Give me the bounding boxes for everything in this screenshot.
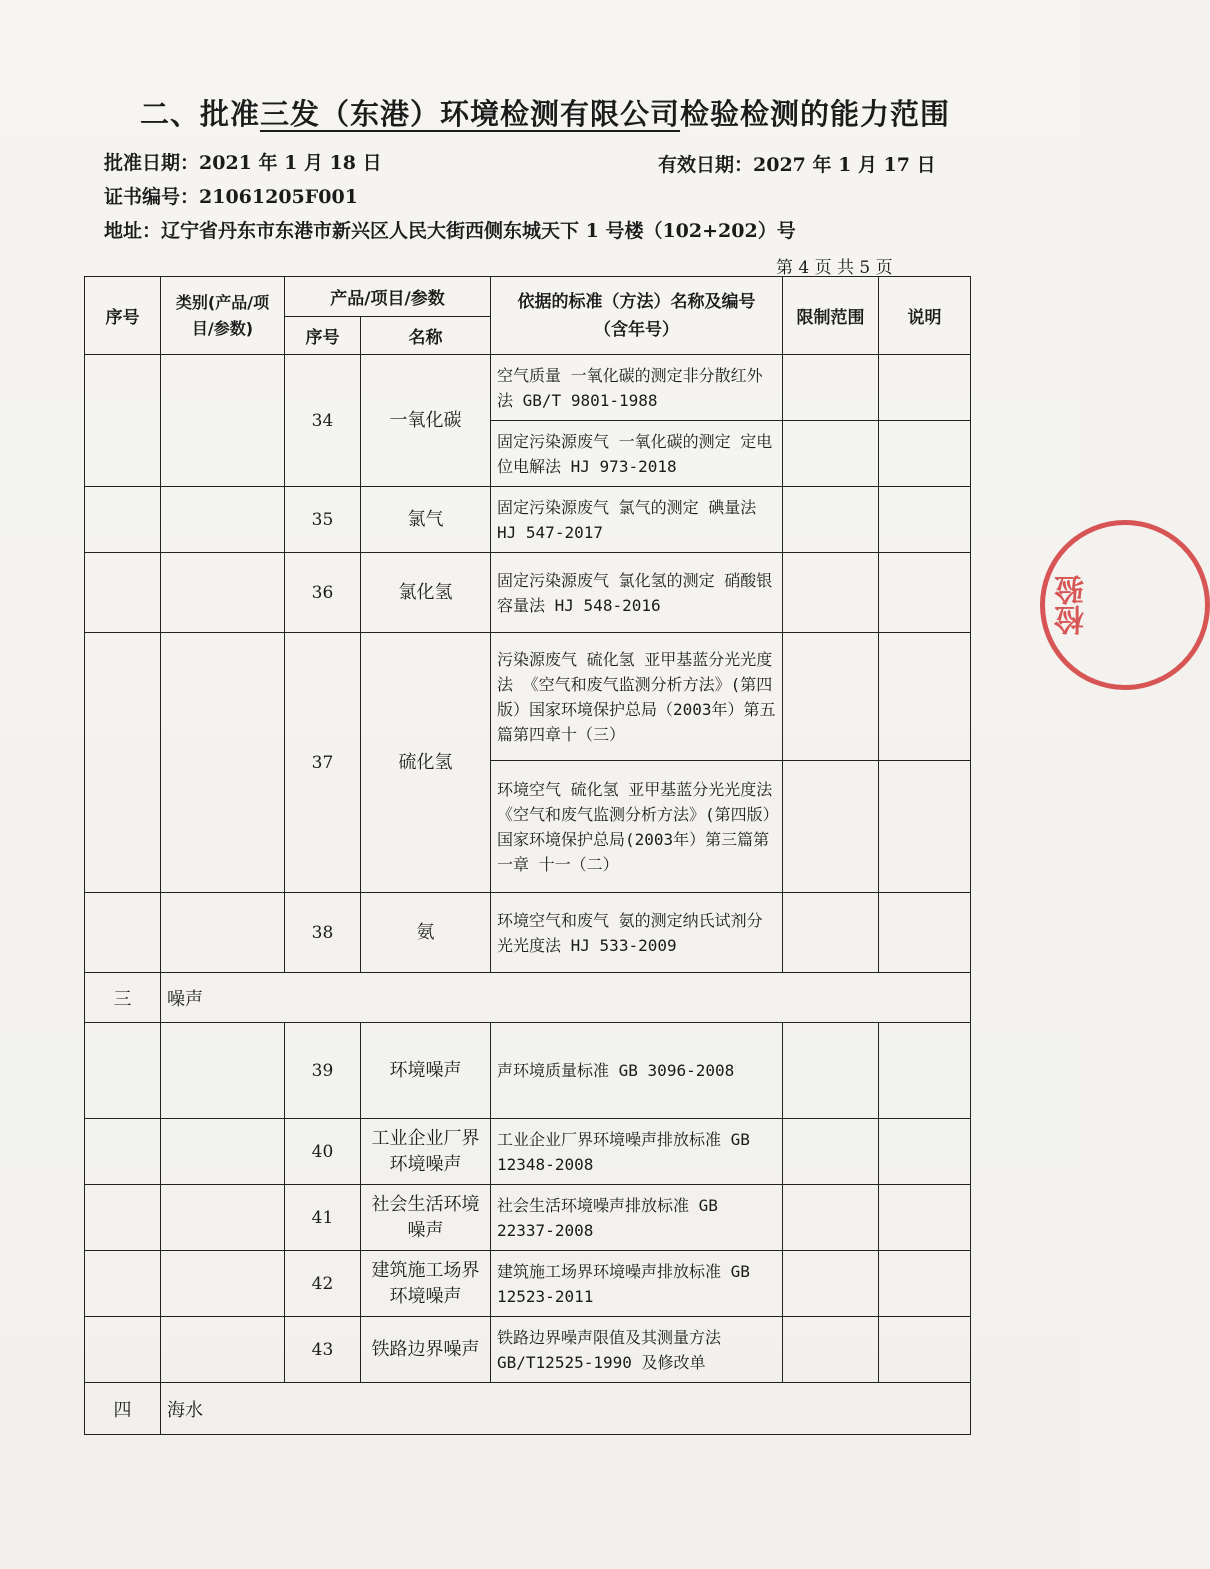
item-name: 铁路边界噪声 <box>361 1317 491 1383</box>
standard-text: 固定污染源废气 一氧化碳的测定 定电位电解法 HJ 973-2018 <box>491 421 783 487</box>
section-name: 海水 <box>161 1383 971 1435</box>
item-name: 工业企业厂界环境噪声 <box>361 1119 491 1185</box>
table-row <box>85 1119 971 1185</box>
standard-text: 铁路边界噪声限值及其测量方法 GB/T12525-1990 及修改单 <box>491 1317 783 1383</box>
standard-text: 固定污染源废气 氯气的测定 碘量法 HJ 547-2017 <box>491 487 783 553</box>
table-row <box>85 1185 971 1251</box>
header-seq: 序号 <box>85 277 161 355</box>
item-name: 氯化氢 <box>361 553 491 633</box>
item-name: 氯气 <box>361 487 491 553</box>
table-row <box>85 1251 971 1317</box>
standard-text: 环境空气和废气 氨的测定纳氏试剂分光光度法 HJ 533-2009 <box>491 893 783 973</box>
standard-text: 污染源废气 硫化氢 亚甲基蓝分光光度法 《空气和废气监测分析方法》(第四版）国家环境保护总局（2003年）第五篇第四章十（三） <box>491 633 783 761</box>
header-sub-name: 名称 <box>361 317 491 355</box>
table-row <box>85 893 971 973</box>
header-note: 说明 <box>879 277 971 355</box>
header-sub-seq: 序号 <box>285 317 361 355</box>
item-no: 40 <box>285 1119 361 1185</box>
standard-text: 工业企业厂界环境噪声排放标准 GB 12348-2008 <box>491 1119 783 1185</box>
item-no: 39 <box>285 1023 361 1119</box>
item-name: 环境噪声 <box>361 1023 491 1119</box>
item-name: 社会生活环境噪声 <box>361 1185 491 1251</box>
item-no: 42 <box>285 1251 361 1317</box>
item-no: 35 <box>285 487 361 553</box>
address: 地址：辽宁省丹东市东港市新兴区人民大街西侧东城天下 1 号楼（102+202）号 <box>104 220 796 242</box>
title-suffix: 检验检测的能力范围 <box>680 97 951 131</box>
standard-text: 建筑施工场界环境噪声排放标准 GB 12523-2011 <box>491 1251 783 1317</box>
header-limit: 限制范围 <box>783 277 879 355</box>
standard-text: 社会生活环境噪声排放标准 GB 22337-2008 <box>491 1185 783 1251</box>
header-standard: 依据的标准（方法）名称及编号（含年号） <box>491 277 783 355</box>
table-row <box>85 355 971 421</box>
red-seal-stamp <box>1040 520 1210 690</box>
standard-text: 固定污染源废气 氯化氢的测定 硝酸银容量法 HJ 548-2016 <box>491 553 783 633</box>
section-no: 三 <box>85 973 161 1023</box>
standard-text: 声环境质量标准 GB 3096-2008 <box>491 1023 783 1119</box>
table-row <box>85 633 971 761</box>
standard-text: 空气质量 一氧化碳的测定非分散红外法 GB/T 9801-1988 <box>491 355 783 421</box>
section-row <box>85 973 971 1023</box>
item-name: 一氧化碳 <box>361 355 491 487</box>
valid-date: 有效日期：2027 年 1 月 17 日 <box>658 154 936 176</box>
item-no: 41 <box>285 1185 361 1251</box>
item-no: 36 <box>285 553 361 633</box>
section-row <box>85 1383 971 1435</box>
item-no: 34 <box>285 355 361 487</box>
header-product-group: 产品/项目/参数 <box>285 277 491 317</box>
capability-table <box>84 276 971 1435</box>
approval-date: 批准日期：2021 年 1 月 18 日 <box>104 152 382 174</box>
page-number: 第 4 页 共 5 页 <box>776 258 893 278</box>
table-row <box>85 1023 971 1119</box>
item-no: 37 <box>285 633 361 893</box>
title-prefix: 二、批准 <box>140 97 261 131</box>
standard-text: 环境空气 硫化氢 亚甲基蓝分光光度法 《空气和废气监测分析方法》(第四版）国家环境保护总局(2003年）第三篇第一章 十一（二） <box>491 761 783 893</box>
item-no: 43 <box>285 1317 361 1383</box>
section-name: 噪声 <box>161 973 971 1023</box>
table-row <box>85 1317 971 1383</box>
item-no: 38 <box>285 893 361 973</box>
table-row <box>85 553 971 633</box>
table-row <box>85 487 971 553</box>
item-name: 硫化氢 <box>361 633 491 893</box>
header-category: 类别(产品/项目/参数) <box>161 277 285 355</box>
item-name: 氨 <box>361 893 491 973</box>
page-title <box>140 92 950 133</box>
cert-number: 证书编号：21061205F001 <box>104 186 358 208</box>
section-no: 四 <box>85 1383 161 1435</box>
stamp-text: 检验 <box>1055 575 1090 635</box>
item-name: 建筑施工场界环境噪声 <box>361 1251 491 1317</box>
title-company: 三发（东港）环境检测有限公司 <box>260 97 681 131</box>
